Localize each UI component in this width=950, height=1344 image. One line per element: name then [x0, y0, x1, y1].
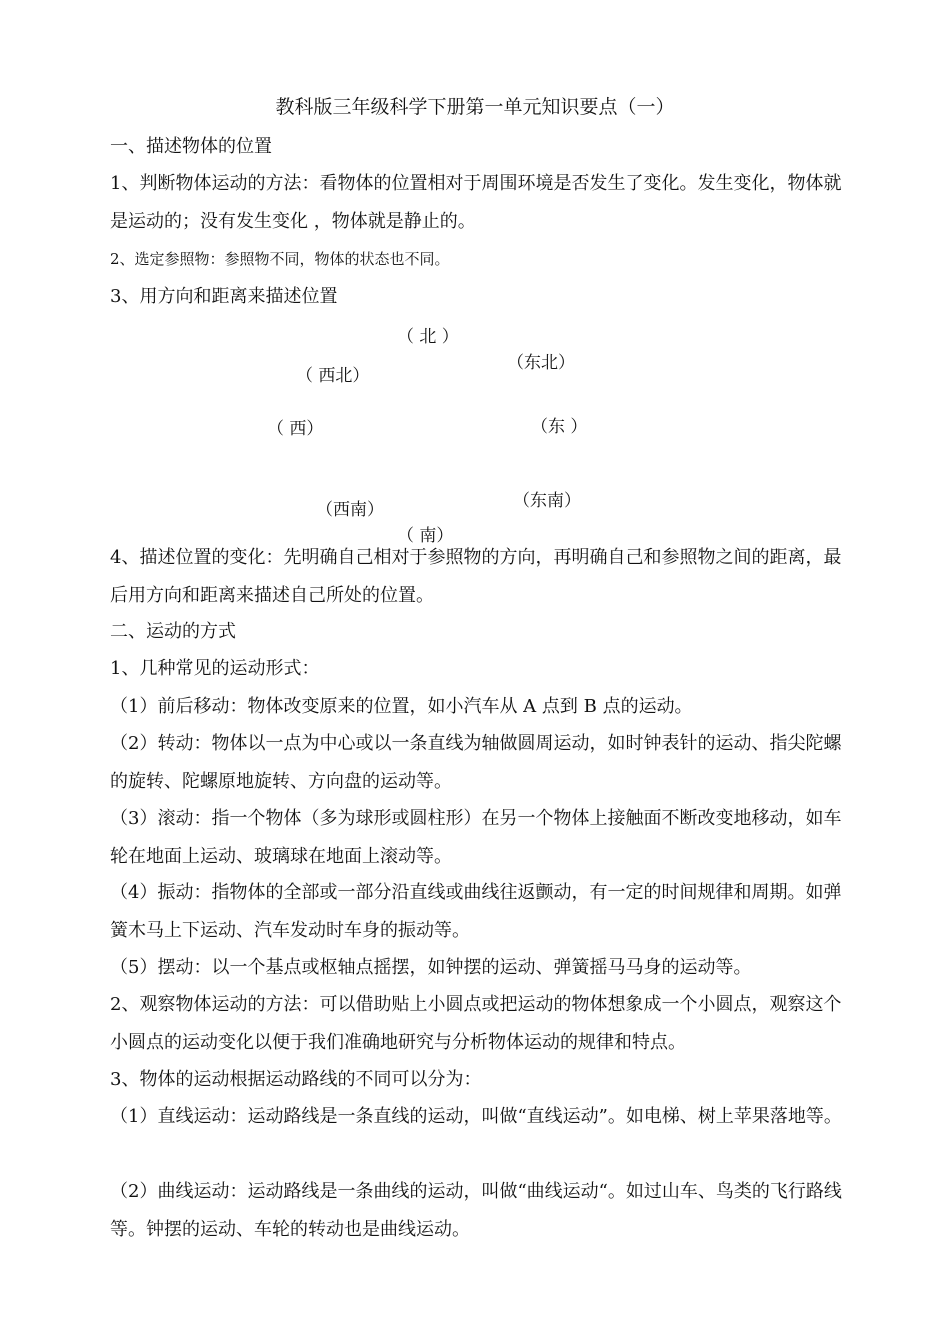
paragraph-observe-method: 2、观察物体运动的方法：可以借助贴上小圆点或把运动的物体想象成一个小圆点，观察这个小圆点的运动变化以便于我们准确地研究与分析物体运动的规律和特点。 [110, 994, 842, 1053]
paragraph-route-types: 3、物体的运动根据运动路线的不同可以分为： [110, 1069, 482, 1090]
compass-northeast-label: （东北） [507, 353, 575, 373]
compass-south-label: （ 南） [397, 526, 454, 546]
document-title: 教科版三年级科学下册第一单元知识要点（一） [275, 96, 675, 118]
section-heading-position: 一、描述物体的位置 [110, 136, 272, 157]
list-item-rolling: （3）滚动：指一个物体（多为球形或圆柱形）在另一个物体上接触面不断改变地移动，如车轮在地面上运动、玻璃球在地面上滚动等。 [110, 808, 842, 867]
compass-southeast-label: （东南） [513, 491, 581, 511]
section-heading-motion: 二、运动的方式 [110, 621, 236, 642]
paragraph-describe-change: 4、描述位置的变化：先明确自己相对于参照物的方向，再明确自己和参照物之间的距离，最后用方向和距离来描述自己所处的位置。 [110, 547, 842, 606]
compass-southwest-label: （西南） [316, 500, 384, 520]
compass-north-label: （ 北 ） [397, 327, 459, 347]
list-item-curved-motion: （2）曲线运动：运动路线是一条曲线的运动，叫做“曲线运动“。如过山车、鸟类的飞行路线等。钟摆的运动、车轮的转动也是曲线运动。 [110, 1181, 842, 1240]
compass-west-label: （ 西） [267, 419, 324, 439]
compass-east-label: （东 ） [531, 417, 588, 437]
list-item-linear-motion: （1）直线运动：运动路线是一条直线的运动，叫做“直线运动”。如电梯、树上苹果落地等。 [110, 1106, 842, 1127]
list-item-vibration: （4）振动：指物体的全部或一部分沿直线或曲线往返颤动，有一定的时间规律和周期。如弹簧木马上下运动、汽车发动时车身的振动等。 [110, 882, 842, 941]
compass-northwest-label: （ 西北） [296, 366, 370, 386]
paragraph-judge-motion: 1、判断物体运动的方法：看物体的位置相对于周围环境是否发生了变化。发生变化，物体就是运动的；没有发生变化 ，物体就是静止的。 [110, 173, 842, 232]
paragraph-reference-object: 2、选定参照物：参照物不同，物体的状态也不同。 [110, 250, 450, 268]
list-item-translation: （1）前后移动：物体改变原来的位置，如小汽车从 A 点到 B 点的运动。 [110, 696, 693, 717]
paragraph-motion-forms: 1、几种常见的运动形式： [110, 658, 320, 679]
paragraph-direction-distance: 3、用方向和距离来描述位置 [110, 286, 338, 307]
list-item-rotation: （2）转动：物体以一点为中心或以一条直线为轴做圆周运动，如时钟表针的运动、指尖陀螺的旋转、陀螺原地旋转、方向盘的运动等。 [110, 733, 842, 792]
list-item-swing: （5）摆动：以一个基点或枢轴点摇摆，如钟摆的运动、弹簧摇马马身的运动等。 [110, 957, 752, 978]
